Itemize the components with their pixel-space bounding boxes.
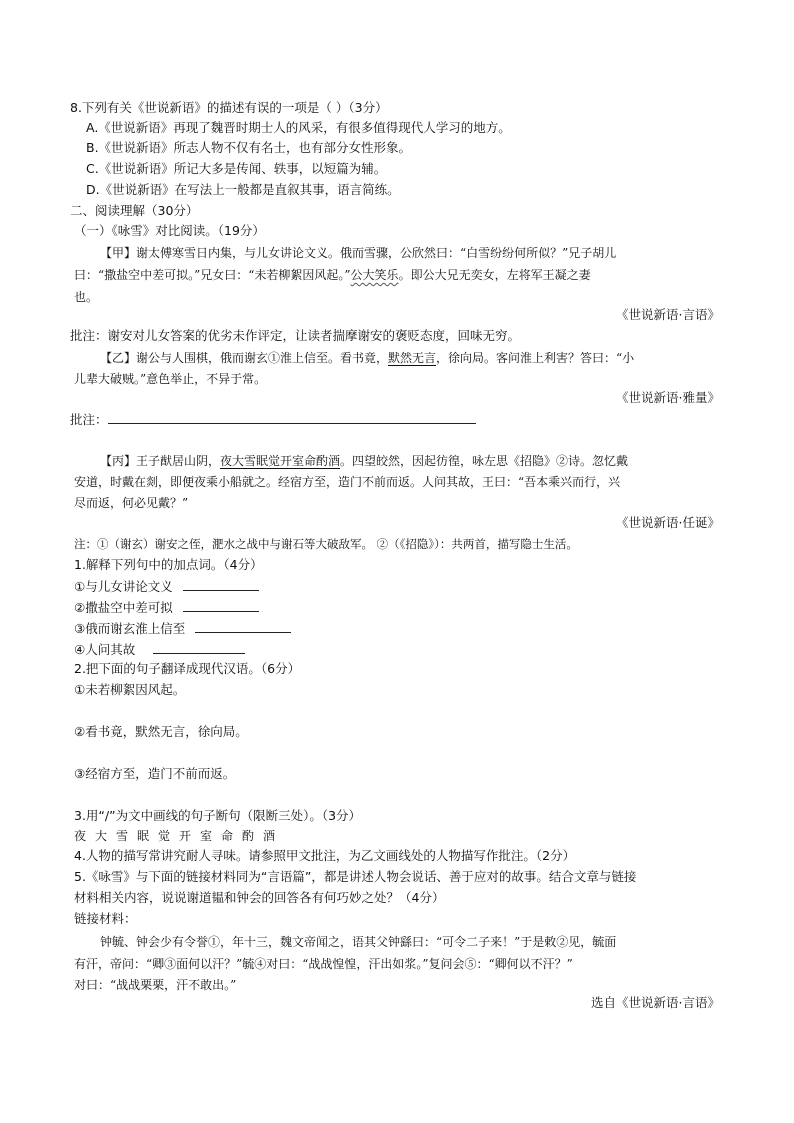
passage-footnote: 注：①（谢玄）谢安之侄，淝水之战中与谢石等大破敌军。 ②（《招隐》）：共两首，描写隐士生活。 bbox=[74, 537, 578, 551]
passage-bing-source: 《世说新语·任诞》 bbox=[616, 515, 720, 530]
subsection-title: （一）《咏雪》对比阅读。（19分） bbox=[74, 223, 265, 238]
annotation-answer-blank[interactable] bbox=[108, 409, 476, 424]
q1-answer-blank[interactable] bbox=[183, 597, 259, 612]
section-title: 二、阅读理解（30分） bbox=[70, 203, 199, 218]
q3-stem: 3.用“/”为文中画线的句子断句（限断三处）。（3分） bbox=[74, 808, 362, 823]
passage-yi-source: 《世说新语·雅量》 bbox=[616, 390, 720, 405]
q5-stem-line2: 材料相关内容，说说谢道韫和钟会的回答各有何巧妙之处？（4分） bbox=[74, 890, 445, 905]
q1-item-text: ④人问其故 bbox=[74, 642, 136, 657]
annotation-label: 批注： bbox=[70, 412, 108, 427]
passage-yi-line2: 儿辈大破贼。”意色举止，不异于常。 bbox=[74, 372, 267, 386]
passage-bing-text: 。四望皎然，因起彷徨，咏左思《招隐》②诗。忽忆戴 bbox=[340, 454, 629, 468]
q1-answer-blank[interactable] bbox=[153, 639, 245, 654]
q4-stem: 4.人物的描写常讲究耐人寻味。请参照甲文批注，为乙文画线处的人物描写作批注。（2分） bbox=[74, 848, 576, 863]
underlined-text: 夜大雪眠觉开室命酌酒 bbox=[220, 454, 341, 468]
link-material-line2: 有汗，帝问：“卿③面何以汗？”毓④对曰：“战战惶惶，汗出如浆。”复问会⑤：“卿何以不汗？” bbox=[74, 957, 573, 971]
passage-jia-text: 曰：“撒盐空中差可拟。”兄女曰：“未若柳絮因风起。” bbox=[74, 268, 351, 282]
q1-answer-blank[interactable] bbox=[183, 576, 259, 591]
q5-stem-line1: 5.《咏雪》与下面的链接材料同为“言语篇”，都是讲述人物会说话、善于应对的故事。结合文章与链接 bbox=[74, 869, 637, 884]
passage-jia-text: 。即公大兄无奕女，左将军王凝之妻 bbox=[398, 268, 591, 282]
q1-item-text: ②撒盐空中差可拟 bbox=[74, 600, 173, 615]
passage-yi-text: ，徐向局。客问淮上利害？答曰：“小 bbox=[436, 351, 635, 365]
underlined-text: 默然无言 bbox=[388, 351, 437, 365]
q8-option-d: D.《世说新语》在写法上一般都是直叙其事，语言简练。 bbox=[86, 182, 400, 197]
link-material-line1: 钟毓、钟会少有令誉①，年十三，魏文帝闻之，语其父钟繇曰：“可令二子来！”于是敕②见，毓面 bbox=[100, 935, 617, 949]
q8-option-b: B.《世说新语》所志人物不仅有名士，也有部分女性形象。 bbox=[86, 140, 412, 155]
q1-item-text: ①与儿女讲论文义 bbox=[74, 579, 173, 594]
passage-jia-annotation: 批注：谢安对儿女答案的优劣未作评定，让读者揣摩谢安的褒贬态度，回味无穷。 bbox=[70, 328, 521, 343]
passage-yi-annotation bbox=[70, 409, 476, 430]
passage-bing-line1 bbox=[100, 451, 628, 471]
q1-item-2 bbox=[74, 597, 259, 618]
passage-jia-source: 《世说新语·言语》 bbox=[616, 307, 720, 322]
q2-item-1: ①未若柳絮因风起。 bbox=[74, 682, 186, 697]
passage-bing-text: 【丙】王子猷居山阴， bbox=[100, 454, 221, 468]
passage-jia-line1: 【甲】谢太傅寒雪日内集，与儿女讲论文义。俄而雪骤，公欣然曰：“白雪纷纷何所似？”兄子胡儿 bbox=[100, 246, 617, 260]
q2-item-2: ②看书竟，默然无言，徐向局。 bbox=[74, 724, 248, 739]
passage-yi-line1 bbox=[100, 348, 634, 368]
q1-item-3 bbox=[74, 618, 291, 639]
link-material-label: 链接材料： bbox=[74, 911, 137, 926]
q1-stem: 1.解释下列句中的加点词。（4分） bbox=[74, 557, 263, 572]
q8-option-a: A.《世说新语》再现了魏晋时期士人的风采，有很多值得现代人学习的地方。 bbox=[86, 120, 511, 135]
passage-bing-line2: 安道，时戴在剡，即便夜乘小船就之。经宿方至，造门不前而返。人问其故，王曰：“吾本乘兴而行，兴 bbox=[74, 475, 621, 489]
q1-item-1 bbox=[74, 576, 259, 597]
q3-sentence: 夜大雪眠觉开室命酌酒 bbox=[74, 829, 285, 843]
q8-stem: 8.下列有关《世说新语》的描述有误的一项是（ ）（3分） bbox=[70, 100, 388, 115]
q8-option-c: C.《世说新语》所记大多是传闻、轶事，以短篇为辅。 bbox=[86, 161, 387, 176]
link-material-line3: 对曰：“战战栗栗，汗不敢出。” bbox=[74, 978, 237, 992]
passage-jia-line3: 也。 bbox=[74, 290, 99, 304]
q1-item-text: ③俄而谢玄淮上信至 bbox=[74, 621, 186, 636]
passage-yi-text: 【乙】谢公与人围棋，俄而谢玄①淮上信至。看书竟， bbox=[100, 351, 389, 365]
passage-bing-line3: 尽而返，何必见戴？” bbox=[74, 496, 189, 510]
q2-item-3: ③经宿方至，造门不前而返。 bbox=[74, 766, 236, 781]
q1-item-4 bbox=[74, 639, 245, 660]
link-material-source: 选自《世说新语·言语》 bbox=[591, 995, 720, 1010]
wavy-underlined-text: 公大笑乐 bbox=[350, 268, 399, 282]
q1-answer-blank[interactable] bbox=[195, 618, 291, 633]
passage-jia-line2 bbox=[74, 265, 591, 285]
q2-stem: 2.把下面的句子翻译成现代汉语。（6分） bbox=[74, 661, 301, 676]
